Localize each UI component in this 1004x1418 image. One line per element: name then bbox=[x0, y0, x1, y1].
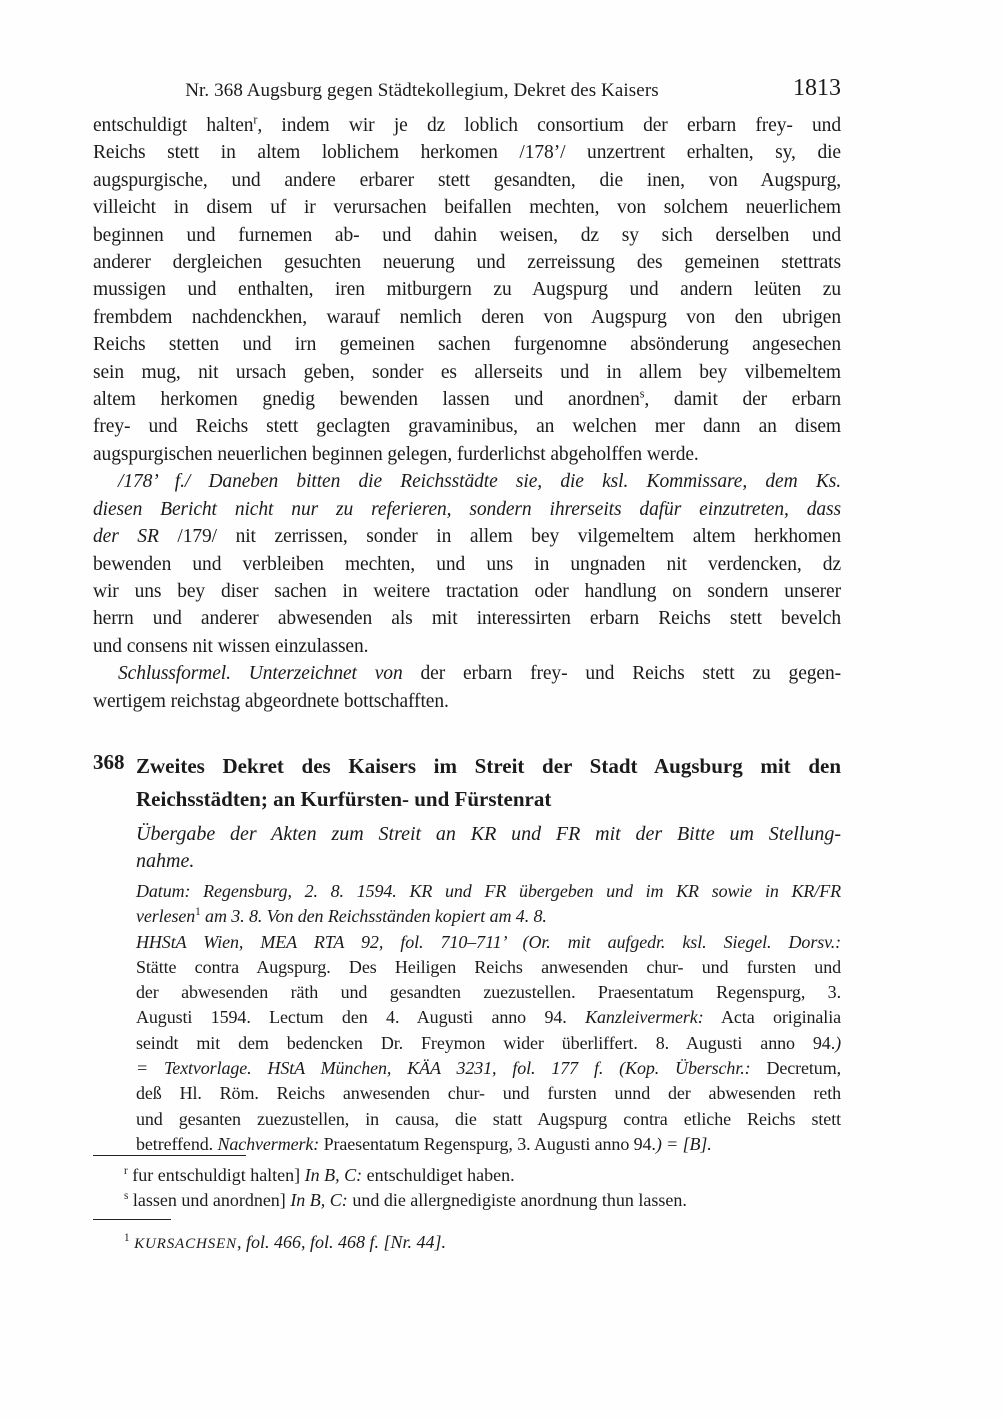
text-line bbox=[93, 331, 841, 358]
source-note bbox=[93, 879, 841, 1157]
text-segment: HHStA Wien, MEA RTA 92, fol. 710–711’ (Or. mit aufgedr. ksl. Siegel. Dorsv.: bbox=[136, 931, 841, 952]
section-heading-text bbox=[93, 750, 841, 816]
text-segment: Reichsstädten; an Kurfürsten- und Fürstenrat bbox=[136, 787, 552, 811]
text-segment: = Textvorlage. HStA München, KÄA 3231, fol. 177 f. (Kop. Überschr.: bbox=[136, 1058, 751, 1079]
text-line bbox=[136, 1031, 841, 1056]
text-segment: und gesanten zuezustellen, in causa, die statt Augspurg contra etliche Reichs stett bbox=[136, 1108, 841, 1129]
text-line bbox=[93, 578, 841, 605]
text-segment: seindt mit dem bedencken Dr. Freymon wider überliffert. 8. Augusti anno 94. bbox=[136, 1032, 836, 1053]
text-line bbox=[93, 468, 841, 495]
text-segment: am 3. 8. Von den Reichsständen kopiert am 4. 8. bbox=[200, 906, 547, 927]
text-segment: Praesentatum Regenspurg, 3. Augusti anno 94. bbox=[319, 1133, 656, 1154]
text-line bbox=[136, 848, 841, 875]
text-segment: r bbox=[253, 112, 258, 127]
text-segment: lassen und anordnen] bbox=[128, 1190, 291, 1210]
text-segment: /179/ nit zerrissen, sonder in allem bey vilgemeltem altem herkhomen bbox=[177, 526, 841, 548]
text-segment: wir uns bey diser sachen in weitere tractation oder handlung on sondern unserer bbox=[93, 580, 841, 602]
running-header bbox=[93, 75, 841, 108]
text-segment: frembdem nachdenckhen, warauf nemlich deren von Augspurg von den ubrigen bbox=[93, 306, 841, 328]
text-line bbox=[93, 1230, 841, 1257]
text-line bbox=[136, 783, 841, 816]
text-line bbox=[136, 879, 841, 904]
text-line bbox=[93, 523, 841, 550]
body-text bbox=[93, 112, 841, 715]
text-line bbox=[93, 605, 841, 632]
text-segment: 1 bbox=[195, 906, 201, 919]
text-segment: mussigen und enthalten, iren mitburgern zu Augspurg und andern leüten zu bbox=[93, 279, 841, 301]
text-segment: Nachvermerk: bbox=[217, 1133, 320, 1154]
text-segment: augspurgischen neuerlichen beginnen gelegen, furderlichst abgeholffen werde. bbox=[93, 443, 699, 465]
text-line bbox=[136, 955, 841, 980]
text-segment: entschuldiget haben. bbox=[362, 1165, 515, 1185]
footnote-separator-numbered bbox=[93, 1219, 171, 1220]
text-line bbox=[93, 167, 841, 194]
text-line bbox=[93, 441, 841, 468]
text-segment: der abwesenden räth und gesandten zuezustellen. Praesentatum Regenspurg, 3. bbox=[136, 982, 841, 1003]
text-segment: KURSACHSEN bbox=[134, 1236, 237, 1252]
text-segment: s bbox=[124, 1190, 129, 1202]
text-segment: diesen Bericht nicht nur zu referieren, sondern ihrerseits dafür einzutreten, dass bbox=[93, 498, 841, 520]
text-line bbox=[93, 551, 841, 578]
text-line bbox=[93, 1163, 841, 1188]
text-line bbox=[136, 1056, 841, 1081]
text-segment: , damit der erbarn bbox=[644, 389, 841, 411]
text-line bbox=[93, 633, 841, 660]
text-segment: wertigem reichstag abgeordnete bottschafften. bbox=[93, 690, 449, 712]
text-segment: Stätte contra Augspurg. Des Heiligen Reichs anwesenden chur- und fursten und bbox=[136, 956, 841, 977]
variant-notes bbox=[93, 1163, 841, 1213]
text-line bbox=[93, 276, 841, 303]
text-line bbox=[93, 413, 841, 440]
text-segment: Kanzleivermerk: bbox=[585, 1007, 704, 1028]
text-segment: , fol. 466, fol. 468 f. [Nr. 44]. bbox=[236, 1232, 446, 1252]
text-segment: , indem wir je dz loblich consortium der erbarn frey- und bbox=[257, 115, 841, 136]
text-segment: Reichs stetten und irn gemeinen sachen furgenomne absönderung angesechen bbox=[93, 334, 841, 356]
text-segment: Datum: Regensburg, 2. 8. 1594. KR und FR übergeben und im KR sowie in KR/FR bbox=[136, 881, 841, 901]
text-segment: villeicht in disem uf ir verursachen beifallen mechten, von solchem neuerlichem bbox=[93, 197, 841, 219]
text-line bbox=[136, 980, 841, 1005]
text-segment: Augusti 1594. Lectum den 4. Augusti anno 94. bbox=[136, 1007, 586, 1028]
section-number: 368 bbox=[93, 750, 125, 774]
text-segment: der erbarn frey- und Reichs stett zu gegen- bbox=[402, 663, 841, 685]
text-segment: altem herkomen gnedig bewenden lassen und anordnen bbox=[93, 389, 640, 411]
text-segment: s bbox=[639, 386, 645, 401]
text-segment: betreffend. bbox=[136, 1133, 218, 1154]
text-line bbox=[93, 386, 841, 413]
paragraph-regest-petition bbox=[93, 468, 841, 660]
text-segment: ) bbox=[835, 1032, 841, 1053]
text-segment: Reichs stett in altem loblichem herkomen /178’/ unzertrent erhalten, sy, die bbox=[93, 142, 841, 164]
text-line bbox=[93, 112, 841, 139]
text-line bbox=[93, 304, 841, 331]
text-line bbox=[93, 139, 841, 166]
text-segment: In B, C: bbox=[290, 1190, 348, 1210]
text-line bbox=[136, 904, 841, 929]
numbered-footnote bbox=[93, 1230, 841, 1257]
text-segment: augspurgische, und andere erbarer stett gesandten, die inen, von Augspurg, bbox=[93, 169, 841, 191]
text-segment: anderer dergleichen gesuchten neuerung und zerreissung des gemeinen stettrats bbox=[93, 252, 841, 274]
text-segment: In B, C: bbox=[304, 1165, 363, 1185]
text-segment: bewenden und verbleiben mechten, und uns in ungnaden nit verdencken, dz bbox=[93, 553, 841, 575]
text-line bbox=[136, 750, 841, 783]
text-line bbox=[136, 1107, 841, 1132]
text-line bbox=[93, 359, 841, 386]
text-line bbox=[136, 1081, 841, 1106]
text-segment: /178’ f./ Daneben bitten die Reichsstädte sie, die ksl. Kommissare, dem Ks. bbox=[118, 471, 841, 493]
text-line bbox=[93, 222, 841, 249]
page-number: 1813 bbox=[793, 75, 841, 101]
footnote-separator-variants bbox=[93, 1155, 246, 1156]
text-segment: nahme. bbox=[136, 850, 195, 872]
text-segment: Zweites Dekret des Kaisers im Streit der Stadt Augsburg mit den bbox=[136, 754, 841, 778]
text-line bbox=[93, 688, 841, 715]
text-line bbox=[93, 194, 841, 221]
text-line bbox=[136, 1132, 841, 1157]
text-segment: und die allergnedigiste anordnung thun lassen. bbox=[347, 1190, 687, 1210]
section-heading bbox=[93, 750, 841, 816]
text-segment: fur entschuldigt halten] bbox=[127, 1165, 305, 1185]
text-line bbox=[93, 249, 841, 276]
text-segment: beginnen und furnemen ab- und dahin weisen, dz sy sich derselben und bbox=[93, 224, 841, 246]
text-segment: und consens nit wissen einzulassen. bbox=[93, 635, 369, 657]
text-segment: ) = [B]. bbox=[655, 1133, 712, 1154]
text-line bbox=[136, 1005, 841, 1030]
paragraph-continuation bbox=[93, 112, 841, 468]
text-line bbox=[93, 496, 841, 523]
regest bbox=[93, 821, 841, 875]
text-segment: Acta originalia bbox=[703, 1007, 841, 1028]
text-segment: Schlussformel. Unterzeichnet von bbox=[118, 663, 403, 685]
text-segment: Übergabe der Akten zum Streit an KR und FR mit der Bitte um Stellung- bbox=[136, 823, 841, 845]
text-line bbox=[136, 930, 841, 955]
text-segment: Decretum, bbox=[750, 1058, 842, 1079]
text-segment: verlesen bbox=[136, 906, 196, 927]
text-segment: entschuldigt halten bbox=[93, 115, 254, 136]
text-segment: deß Hl. Röm. Reichs anwesenden chur- und fursten unnd der abwesenden reth bbox=[136, 1083, 841, 1104]
text-segment: sein mug, nit ursach geben, sonder es allerseits und in allem bey vilbemeltem bbox=[93, 361, 841, 383]
text-segment: 1 bbox=[124, 1232, 130, 1244]
text-line bbox=[93, 1188, 841, 1213]
text-segment: herrn und anderer abwesenden als mit interessirten erbarn Reichs stett bevelch bbox=[93, 608, 841, 630]
paragraph-schlussformel bbox=[93, 660, 841, 715]
text-column bbox=[93, 0, 841, 1418]
running-header-title: Nr. 368 Augsburg gegen Städtekollegium, Dekret des Kaisers bbox=[185, 80, 659, 101]
text-segment: frey- und Reichs stett geclagten gravaminibus, an welchen mer dann an disem bbox=[93, 416, 841, 438]
text-segment: r bbox=[124, 1165, 128, 1177]
text-line bbox=[136, 821, 841, 848]
text-line bbox=[93, 660, 841, 687]
text-segment: der SR bbox=[93, 526, 178, 548]
